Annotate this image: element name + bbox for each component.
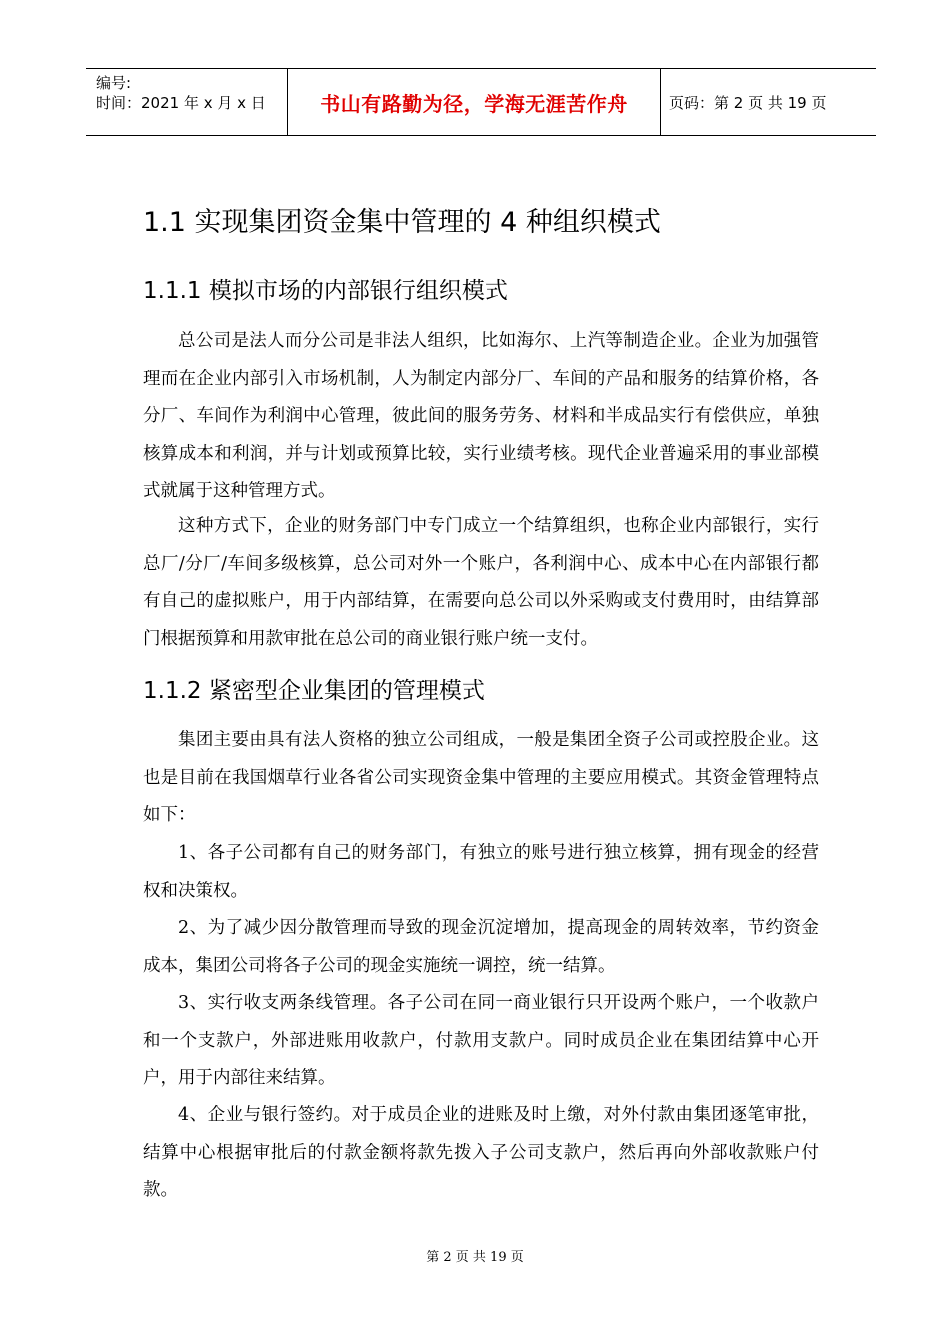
page-header-table [86,68,876,136]
time-label: 时间：2021 年 x 月 x 日 [96,94,266,112]
subsection-heading-2: 1.1.2 紧密型企业集团的管理模式 [143,678,485,704]
paragraph: 集团主要由具有法人资格的独立公司组成，一般是集团全资子公司或控股企业。这也是目前在我国烟草行业各省公司实现资金集中管理的主要应用模式。其资金管理特点如下： [143,730,819,825]
header-meta-cell [86,69,288,135]
list-item: 3、实行收支两条线管理。各子公司在同一商业银行只开设两个账户，一个收款户和一个支款户，外部进账用收款户，付款用支款户。同时成员企业在集团结算中心开户，用于内部往来结算。 [143,993,819,1088]
paragraph: 总公司是法人而分公司是非法人组织，比如海尔、上汽等制造企业。企业为加强管理而在企业内部引入市场机制，人为制定内部分厂、车间的产品和服务的结算价格，各分厂、车间作为利润中心管理，彼此间的服务劳务、材料和半成品实行有偿供应，单独核算成本和利润，并与计划或预算比较，实行业绩考核。现代企业普遍采用的事业部模式就属于这种管理方式。 [143,331,819,501]
list-item: 4、企业与银行签约。对于成员企业的进账及时上缴，对外付款由集团逐笔审批，结算中心根据审批后的付款金额将款先拨入子公司支款户，然后再向外部收款账户付款。 [143,1105,819,1200]
header-page-info: 页码：第 2 页 共 19 页 [669,93,827,112]
paragraph: 这种方式下，企业的财务部门中专门成立一个结算组织，也称企业内部银行，实行总厂/分厂/车间多级核算，总公司对外一个账户，各利润中心、成本中心在内部银行都有自己的虚拟账户，用于内部结算，在需要向总公司以外采购或支付费用时，由结算部门根据预算和用款审批在总公司的商业银行账户统一支付。 [143,516,819,649]
header-motto: 书山有路勤为径，学海无涯苦作舟 [288,69,661,135]
list-item: 2、为了减少因分散管理而导致的现金沉淀增加，提高现金的周转效率，节约资金成本，集团公司将各子公司的现金实施统一调控，统一结算。 [143,918,819,976]
section-title: 1.1 实现集团资金集中管理的 4 种组织模式 [143,207,661,238]
subsection-heading-1: 1.1.1 模拟市场的内部银行组织模式 [143,278,508,304]
list-item: 1、各子公司都有自己的财务部门，有独立的账号进行独立核算，拥有现金的经营权和决策权。 [143,843,819,901]
page-footer: 第 2 页 共 19 页 [426,1250,524,1265]
doc-number-label: 编号: [96,74,132,92]
